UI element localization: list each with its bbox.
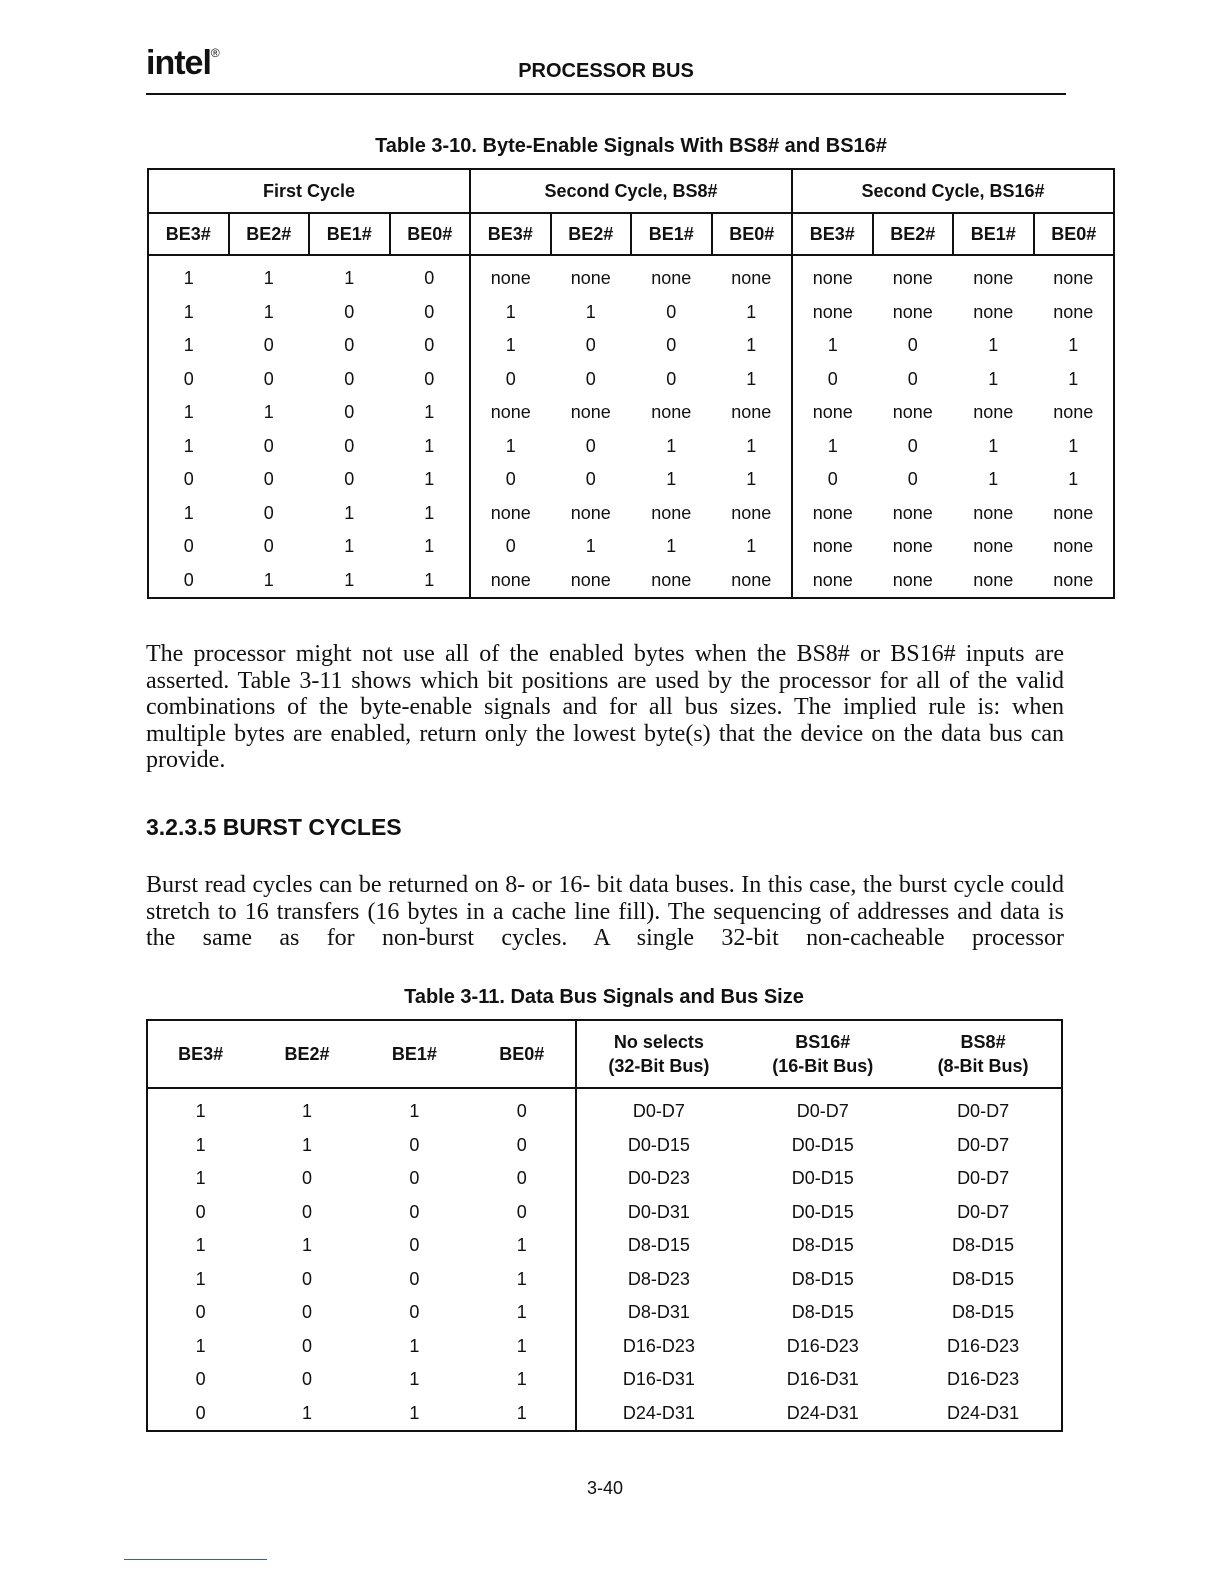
group-second-cycle-bs16: Second Cycle, BS16#	[792, 169, 1114, 213]
table-cell: 1	[148, 497, 229, 531]
table-cell: none	[892, 301, 933, 322]
table-cell: 1	[361, 1397, 468, 1432]
table1-col-header: BE2#	[873, 213, 954, 255]
table1-col-header: BE2#	[551, 213, 632, 255]
table-cell: 0	[409, 1168, 420, 1189]
table-cell: D8-D15	[576, 1229, 740, 1263]
table-cell: 1	[147, 1330, 253, 1364]
table-cell: 0	[409, 1268, 420, 1289]
table-cell: 0	[302, 1302, 313, 1323]
table-cell: 1	[666, 469, 677, 490]
table-cell: 1	[263, 268, 274, 289]
header-subline: (32-Bit Bus)	[608, 1056, 710, 1076]
table-row	[148, 564, 1114, 599]
table-cell: 1	[1034, 363, 1115, 397]
table2-spacer-cell	[361, 1088, 468, 1095]
table-cell: 0	[302, 1369, 313, 1390]
table-cell: 0	[344, 368, 355, 389]
running-title: PROCESSOR BUS	[518, 60, 694, 82]
table-cell: 0	[263, 502, 274, 523]
table-cell: 1	[516, 1369, 527, 1390]
table-cell: D8-D23	[576, 1263, 740, 1297]
table1-column-row	[148, 213, 1114, 255]
table-cell: D8-D15	[791, 1235, 854, 1256]
table2-body	[147, 1088, 1062, 1431]
table-row	[147, 1296, 1062, 1330]
paragraph-burst-cycles: Burst read cycles can be returned on 8- or 16- bit data buses. In this case, the burst cycle could stretch to 16 transfers (16 bytes in a cache line fill). The sequencing of addresses and data is the same as for non-burst cycles. A single 32-bit non-cacheable processor	[146, 872, 1064, 951]
table-cell: none	[792, 497, 873, 531]
table2-col-header	[361, 1020, 468, 1088]
table1-col-header: BE2#	[229, 213, 310, 255]
table-cell: 0	[424, 368, 435, 389]
table-cell: none	[470, 564, 551, 599]
table-cell: 1	[409, 1101, 420, 1122]
table-cell: 0	[344, 335, 355, 356]
table-cell: none	[973, 536, 1014, 557]
header-line: BS16#	[795, 1032, 851, 1052]
table-cell: 1	[344, 268, 355, 289]
table-cell: none	[973, 301, 1014, 322]
table-cell: 1	[666, 435, 677, 456]
table2-spacer-cell	[576, 1088, 740, 1095]
table-cell: 0	[263, 536, 274, 557]
table-cell: 0	[907, 335, 918, 356]
table-cell: 1	[148, 262, 229, 296]
table-cell: 0	[516, 1168, 527, 1189]
table-cell: D16-D23	[576, 1330, 740, 1364]
table-cell: none	[570, 402, 611, 423]
table-cell: 1	[1034, 430, 1115, 464]
table-row	[148, 463, 1114, 497]
table-cell: D0-D23	[576, 1162, 740, 1196]
table-cell: none	[892, 502, 933, 523]
table-cell: 1	[470, 329, 551, 363]
byte-enable-table	[147, 168, 1115, 599]
table-cell: D8-D15	[905, 1229, 1062, 1263]
table-cell: 1	[229, 564, 310, 599]
table-cell: 1	[147, 1263, 253, 1297]
table-cell: 0	[263, 435, 274, 456]
table-row	[147, 1229, 1062, 1263]
table-cell: 1	[792, 329, 873, 363]
table-cell: none	[470, 262, 551, 296]
table-cell: D0-D7	[576, 1095, 740, 1129]
table1-spacer-cell	[792, 255, 1114, 262]
table1-group-row	[148, 169, 1114, 213]
table-cell: 1	[253, 1397, 360, 1432]
table-cell: 1	[988, 469, 999, 490]
table-cell: 1	[988, 335, 999, 356]
table-cell: 1	[746, 335, 757, 356]
group-second-cycle-bs8: Second Cycle, BS8#	[470, 169, 792, 213]
table1-col-header: BE0#	[1034, 213, 1115, 255]
table-cell: 1	[424, 435, 435, 456]
table-cell: D16-D31	[576, 1363, 740, 1397]
table-cell: none	[973, 502, 1014, 523]
table-cell: D0-D7	[905, 1129, 1062, 1163]
table-cell: 0	[792, 463, 873, 497]
table-cell: 1	[148, 296, 229, 330]
table-row	[148, 430, 1114, 464]
header-subline: (8-Bit Bus)	[937, 1056, 1029, 1076]
table-cell: 0	[344, 301, 355, 322]
table1-col-header: BE0#	[712, 213, 793, 255]
table2-caption: Table 3-11. Data Bus Signals and Bus Size	[404, 986, 804, 1008]
table-cell: 0	[585, 368, 596, 389]
table-cell: D16-D31	[786, 1369, 859, 1390]
table-row	[147, 1330, 1062, 1364]
table-cell: 0	[666, 368, 677, 389]
table-cell: D0-D31	[576, 1196, 740, 1230]
table-cell: 1	[147, 1095, 253, 1129]
header-subline: (16-Bit Bus)	[772, 1056, 874, 1076]
table-cell: 1	[988, 368, 999, 389]
table-cell: 0	[516, 1101, 527, 1122]
table-cell: 1	[148, 329, 229, 363]
table-cell: 1	[1034, 329, 1115, 363]
table-cell: 1	[424, 536, 435, 557]
table-row	[148, 396, 1114, 430]
table-cell: none	[1034, 296, 1115, 330]
table-row	[148, 329, 1114, 363]
table-row	[148, 262, 1114, 296]
table-row	[147, 1095, 1062, 1129]
table-cell: 0	[585, 335, 596, 356]
table-cell: D0-D15	[791, 1168, 854, 1189]
table-cell: 0	[302, 1201, 313, 1222]
table-cell: none	[712, 564, 793, 599]
table-cell: 1	[309, 564, 390, 599]
table-cell: none	[1034, 530, 1115, 564]
table1-spacer-cell	[148, 255, 470, 262]
table-cell: 1	[148, 396, 229, 430]
table-cell: none	[792, 530, 873, 564]
table-cell: none	[1034, 396, 1115, 430]
table-cell: 0	[263, 368, 274, 389]
table-cell: none	[892, 268, 933, 289]
table-cell: 0	[516, 1134, 527, 1155]
registered-mark: ®	[210, 46, 219, 60]
table-cell: 1	[409, 1335, 420, 1356]
table-cell: none	[651, 502, 692, 523]
table-row	[148, 530, 1114, 564]
table2-col-header	[253, 1020, 360, 1088]
table1-col-header: BE1#	[631, 213, 712, 255]
table-cell: none	[973, 268, 1014, 289]
table2-spacer-cell	[468, 1088, 576, 1095]
table-cell: none	[470, 497, 551, 531]
table-cell: D16-D23	[905, 1330, 1062, 1364]
table-cell: 0	[302, 1168, 313, 1189]
table-cell: D24-D31	[740, 1397, 905, 1432]
table-cell: none	[631, 564, 712, 599]
table-cell: 0	[263, 469, 274, 490]
table2-spacer-cell	[740, 1088, 905, 1095]
table1-body	[148, 255, 1114, 598]
table-cell: D8-D15	[905, 1263, 1062, 1297]
table2-col-header	[576, 1020, 740, 1088]
header-line: BS8#	[960, 1032, 1006, 1052]
table-cell: 1	[263, 301, 274, 322]
table-cell: none	[470, 396, 551, 430]
header-line: BE1#	[391, 1044, 437, 1064]
table2-col-header	[740, 1020, 905, 1088]
table1-col-header: BE3#	[792, 213, 873, 255]
table-cell: 1	[424, 402, 435, 423]
table-cell: 1	[148, 430, 229, 464]
table-cell: none	[792, 396, 873, 430]
table-row	[147, 1363, 1062, 1397]
table-cell: none	[731, 502, 772, 523]
logo-text: intel	[146, 44, 211, 82]
table-cell: D8-D15	[791, 1302, 854, 1323]
table-cell: 0	[344, 435, 355, 456]
table-cell: 1	[147, 1229, 253, 1263]
table-cell: 1	[516, 1302, 527, 1323]
table-row	[148, 296, 1114, 330]
table-cell: 1	[666, 536, 677, 557]
table2-spacer-cell	[147, 1088, 253, 1095]
table-cell: 1	[746, 301, 757, 322]
table1-caption: Table 3-10. Byte-Enable Signals With BS8# and BS16#	[375, 135, 887, 157]
table-cell: 0	[147, 1397, 253, 1432]
table-cell: none	[731, 268, 772, 289]
table-cell: 0	[470, 530, 551, 564]
table-cell: 0	[585, 469, 596, 490]
table-cell: 0	[666, 335, 677, 356]
table-cell: none	[731, 402, 772, 423]
table-cell: 1	[344, 502, 355, 523]
table-cell: 0	[516, 1201, 527, 1222]
table-cell: 1	[585, 536, 596, 557]
table-cell: 1	[147, 1162, 253, 1196]
table-cell: 0	[147, 1296, 253, 1330]
table-cell: 1	[746, 469, 757, 490]
table-cell: 1	[390, 564, 471, 599]
table-cell: D0-D15	[791, 1134, 854, 1155]
table-cell: none	[1034, 564, 1115, 599]
table-cell: none	[973, 402, 1014, 423]
table-cell: 1	[516, 1335, 527, 1356]
table-cell: none	[570, 502, 611, 523]
table-cell: 1	[792, 430, 873, 464]
table-cell: 1	[424, 502, 435, 523]
table2-col-header	[905, 1020, 1062, 1088]
table-cell: 0	[302, 1268, 313, 1289]
table2-spacer-cell	[905, 1088, 1062, 1095]
table-cell: 1	[424, 469, 435, 490]
table-cell: none	[892, 536, 933, 557]
table-cell: 1	[468, 1397, 576, 1432]
table-cell: 1	[470, 430, 551, 464]
header-line: BE3#	[178, 1044, 224, 1064]
table1-spacer-cell	[470, 255, 792, 262]
header-line: No selects	[613, 1032, 704, 1052]
table-cell: 0	[302, 1335, 313, 1356]
table-cell: D16-D23	[905, 1363, 1062, 1397]
table-row	[147, 1397, 1062, 1432]
table-cell: 0	[907, 435, 918, 456]
table-cell: 0	[148, 363, 229, 397]
table-cell: 1	[470, 296, 551, 330]
table2-spacer-row	[147, 1088, 1062, 1095]
table-cell: 0	[344, 402, 355, 423]
table-cell: D8-D15	[905, 1296, 1062, 1330]
table-cell: none	[792, 262, 873, 296]
table-cell: none	[953, 564, 1034, 599]
table-cell: 1	[409, 1369, 420, 1390]
table-cell: 1	[1034, 463, 1115, 497]
table-cell: 1	[746, 536, 757, 557]
table-cell: D0-D15	[791, 1201, 854, 1222]
table-cell: 1	[516, 1235, 527, 1256]
table-cell: 1	[302, 1235, 313, 1256]
table1-spacer-row	[148, 255, 1114, 262]
table-cell: none	[792, 296, 873, 330]
table-cell: D24-D31	[576, 1397, 740, 1432]
group-first-cycle: First Cycle	[148, 169, 470, 213]
table-cell: 1	[147, 1129, 253, 1163]
table-cell: 0	[424, 301, 435, 322]
table-row	[147, 1129, 1062, 1163]
table-cell: D8-D31	[576, 1296, 740, 1330]
table-cell: none	[651, 268, 692, 289]
table-cell: 1	[988, 435, 999, 456]
table-cell: 0	[470, 363, 551, 397]
table-cell: 1	[585, 301, 596, 322]
table-cell: 0	[148, 463, 229, 497]
table-cell: 0	[409, 1201, 420, 1222]
table-cell: 1	[302, 1134, 313, 1155]
table-cell: D0-D7	[905, 1095, 1062, 1129]
table-row	[148, 363, 1114, 397]
table2-spacer-cell	[253, 1088, 360, 1095]
table-cell: 0	[409, 1302, 420, 1323]
page-number: 3-40	[586, 1478, 624, 1498]
table-cell: none	[570, 268, 611, 289]
table1-col-header: BE1#	[309, 213, 390, 255]
table-cell: 1	[746, 368, 757, 389]
table1-col-header: BE1#	[953, 213, 1034, 255]
table-cell: D0-D7	[796, 1101, 849, 1122]
table-cell: none	[873, 564, 954, 599]
table-cell: 0	[148, 530, 229, 564]
footer-rule	[124, 1559, 267, 1560]
table-cell: 0	[666, 301, 677, 322]
section-heading-burst-cycles: 3.2.3.5 BURST CYCLES	[146, 814, 402, 840]
table-cell: 1	[344, 536, 355, 557]
table-cell: D0-D7	[905, 1162, 1062, 1196]
table2-col-header	[147, 1020, 253, 1088]
table2-col-header	[468, 1020, 576, 1088]
table-cell: none	[892, 402, 933, 423]
table-row	[148, 497, 1114, 531]
table-cell: 0	[409, 1235, 420, 1256]
table-cell: none	[1034, 497, 1115, 531]
table1-col-header: BE3#	[470, 213, 551, 255]
table-cell: none	[551, 564, 632, 599]
table-cell: D16-D23	[786, 1335, 859, 1356]
table-cell: 0	[263, 335, 274, 356]
table-cell: 0	[907, 368, 918, 389]
table-cell: 0	[424, 268, 435, 289]
header-line: BE2#	[284, 1044, 330, 1064]
data-bus-signals-table	[146, 1019, 1063, 1432]
table-cell: 0	[148, 564, 229, 599]
table-cell: 0	[409, 1134, 420, 1155]
table1-col-header: BE3#	[148, 213, 229, 255]
table-cell: 0	[907, 469, 918, 490]
header-rule	[146, 93, 1066, 95]
table-cell: 1	[263, 402, 274, 423]
header-line: BE0#	[499, 1044, 545, 1064]
table-row	[147, 1162, 1062, 1196]
table-cell: 0	[585, 435, 596, 456]
paragraph-byte-usage: The processor might not use all of the enabled bytes when the BS8# or BS16# inputs are asserted. Table 3-11 shows which bit positions are used by the processor for all of the valid combinations of the byte-enable signals and for all bus sizes. The implied rule is: when multiple bytes are enabled, return only the lowest byte(s) that the device on the data bus can provide.	[146, 641, 1064, 773]
table-cell: 1	[516, 1268, 527, 1289]
table-cell: D0-D15	[576, 1129, 740, 1163]
table-cell: D0-D7	[905, 1196, 1062, 1230]
table-cell: 1	[746, 435, 757, 456]
table1-col-header: BE0#	[390, 213, 471, 255]
table-cell: none	[1034, 262, 1115, 296]
table-row	[147, 1196, 1062, 1230]
table2-header-row	[147, 1020, 1062, 1088]
table-cell: 1	[302, 1101, 313, 1122]
table-cell: D24-D31	[905, 1397, 1062, 1432]
table-cell: 0	[147, 1196, 253, 1230]
table-cell: 0	[424, 335, 435, 356]
table-cell: 0	[344, 469, 355, 490]
table-row	[147, 1263, 1062, 1297]
table-cell: D8-D15	[791, 1268, 854, 1289]
table-cell: 0	[792, 363, 873, 397]
table-cell: none	[792, 564, 873, 599]
table-cell: 0	[470, 463, 551, 497]
table-cell: 0	[147, 1363, 253, 1397]
table-cell: none	[651, 402, 692, 423]
